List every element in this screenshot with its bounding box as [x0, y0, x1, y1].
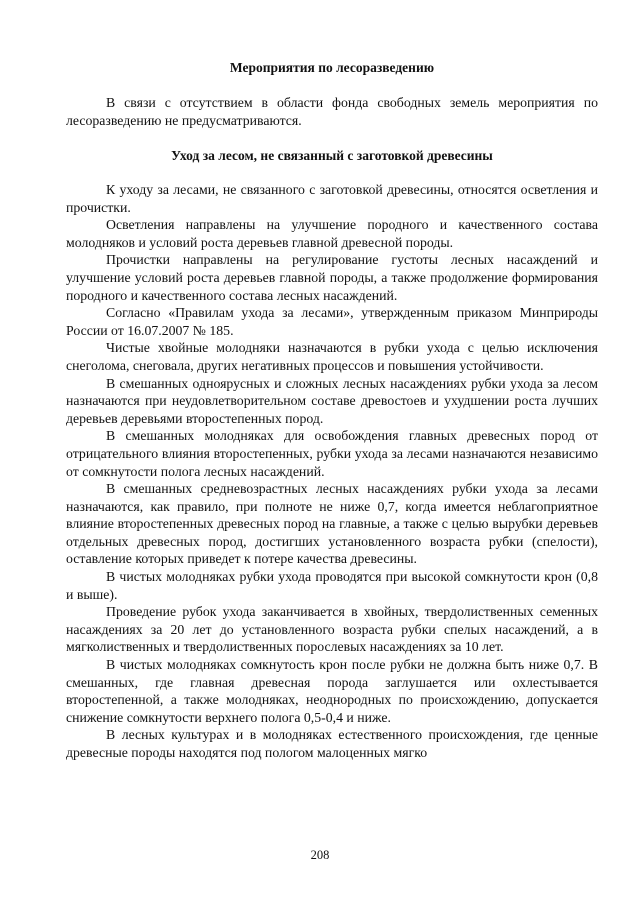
paragraph: Согласно «Правилам ухода за лесами», утвержденным приказом Минприроды России от 16.07.2007 № 185.	[66, 305, 598, 338]
paragraph: В лесных культурах и в молодняках естественного происхождения, где ценные древесные породы находятся под пологом малоценных мягко	[66, 727, 598, 760]
section-heading-afforestation: Мероприятия по лесоразведению	[229, 60, 435, 75]
intro-paragraph-block	[66, 94, 598, 129]
paragraph: Прочистки направлены на регулирование густоты лесных насаждений и улучшение условий роста деревьев главной породы, а также продолжение формирования породного и качественного состава лесных насаждений.	[66, 252, 598, 303]
paragraph: В смешанных молодняках для освобождения главных древесных пород от отрицательного влияния второстепенных, рубки ухода за лесами назначаются независимо от сомкнутости полога лесных насаждений.	[66, 428, 598, 479]
page-number: 208	[310, 848, 330, 862]
paragraph: В смешанных одноярусных и сложных лесных насаждениях рубки ухода за лесом назначаются при неудовлетворительном составе древостоев и ухудшении роста лучших деревьев деревьями второстепенных пород.	[66, 375, 598, 426]
paragraph: В смешанных средневозрастных лесных насаждениях рубки ухода за лесами назначаются, как правило, при полноте не ниже 0,7, когда имеется неблагоприятное влияние второстепенных древесных пород на главные, а также с целью вырубки деревьев отдельных древесных пород, достигших установленного возраста рубки (спелости), оставление которых приведет к потере качества древесины.	[66, 481, 598, 567]
paragraph-intro: В связи с отсутствием в области фонда свободных земель мероприятия по лесоразведению не предусматриваются.	[66, 95, 598, 128]
body-text	[66, 181, 598, 762]
paragraph: Чистые хвойные молодняки назначаются в рубки ухода с целью исключения снеголома, снеговала, других негативных процессов и повышения устойчивости.	[66, 340, 598, 373]
section-heading-forest-care: Уход за лесом, не связанный с заготовкой древесины	[171, 148, 493, 163]
paragraph: Осветления направлены на улучшение породного и качественного состава молодняков и условий роста деревьев главной древесной породы.	[66, 217, 598, 250]
paragraph: В чистых молодняках рубки ухода проводятся при высокой сомкнутости крон (0,8 и выше).	[66, 569, 598, 602]
paragraph: К уходу за лесами, не связанного с заготовкой древесины, относятся осветления и прочистки.	[66, 182, 598, 215]
paragraph: Проведение рубок ухода заканчивается в хвойных, твердолиственных семенных насаждениях за 20 лет до установленного возраста рубки спелых насаждений, а в мягколиственных и твердолиственных порослевых насаждениях за 10 лет.	[66, 604, 598, 655]
paragraph: В чистых молодняках сомкнутость крон после рубки не должна быть ниже 0,7. В смешанных, где главная древесная порода заглушается или охлестывается второстепенной, а также молодняках, неоднородных по происхождению, допускается снижение сомкнутости верхнего полога 0,5-0,4 и ниже.	[66, 657, 598, 725]
